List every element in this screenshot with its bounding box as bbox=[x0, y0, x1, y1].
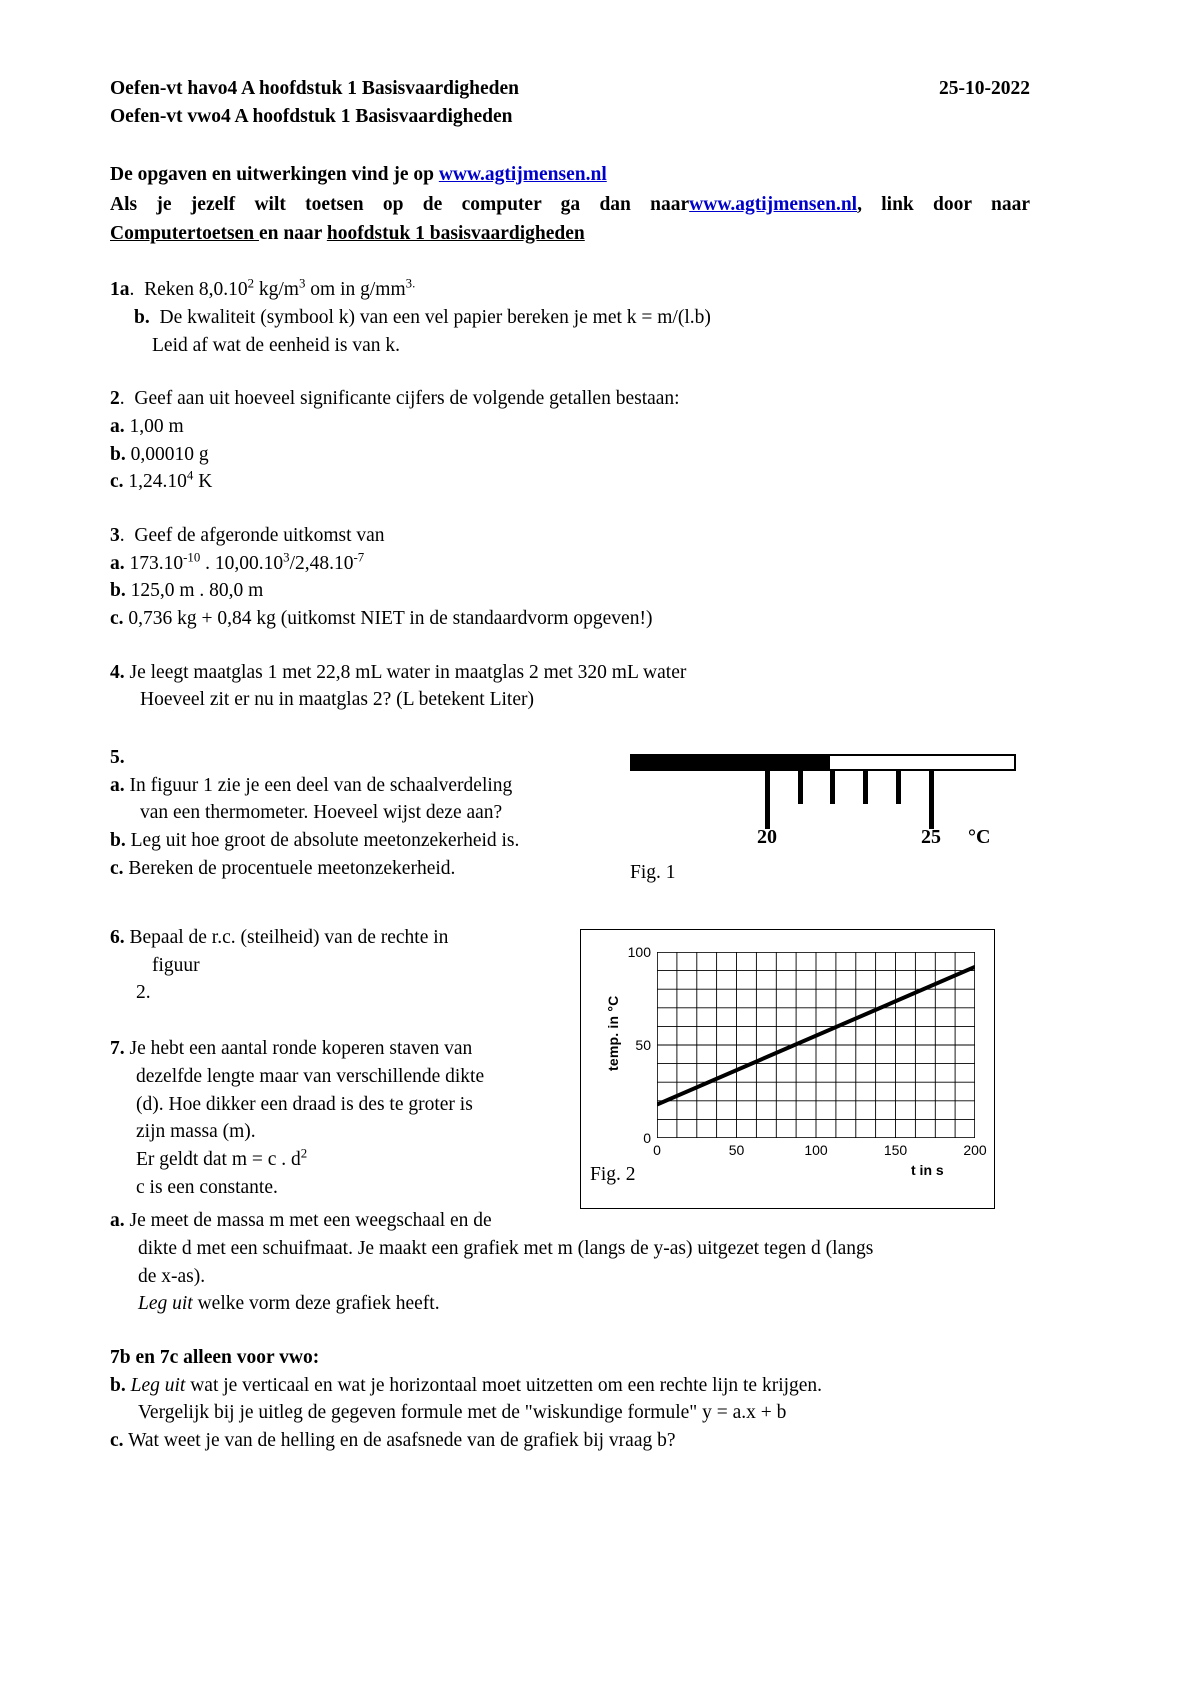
figure-1-thermometer bbox=[630, 744, 1030, 849]
header-title-havo: Oefen-vt havo4 A hoofdstuk 1 Basisvaardigheden bbox=[110, 78, 520, 99]
vwo-section bbox=[110, 1344, 1030, 1455]
question-2c-label: c. bbox=[110, 471, 124, 493]
sup-neg10: -10 bbox=[183, 550, 201, 565]
sup-d2: 2 bbox=[300, 1146, 308, 1161]
question-1a-number: 1a bbox=[110, 279, 130, 301]
question-7b-italic: Leg uit bbox=[130, 1374, 186, 1396]
question-2a-label: a. bbox=[110, 415, 125, 437]
question-7c-label: c. bbox=[110, 1430, 124, 1452]
question-6-line3: 2. bbox=[136, 982, 151, 1004]
computertoetsen-label: Computertoetsen bbox=[110, 222, 259, 244]
intro-line-2 bbox=[110, 190, 1030, 219]
question-7a-line2: dikte d met een schuifmaat. Je maakt een grafiek met m (langs de y-as) uitgezet tegen d (langs bbox=[138, 1237, 874, 1259]
question-1a bbox=[110, 276, 1030, 304]
question-3-stem: 3. Geef de afgeronde uitkomst van bbox=[110, 524, 385, 546]
question-5-with-figure bbox=[110, 744, 1030, 884]
agtijmensen-link-1[interactable]: www.agtijmensen.nl bbox=[438, 164, 607, 186]
question-7 bbox=[110, 1035, 580, 1201]
agtijmensen-link-2[interactable]: www.agtijmensen.nl bbox=[689, 193, 858, 215]
question-4-number: 4. bbox=[110, 661, 125, 683]
question-6-line2: figuur bbox=[152, 954, 200, 976]
y-tick-50: 50 bbox=[635, 1037, 651, 1054]
question-5 bbox=[110, 744, 630, 882]
intro-line-1 bbox=[110, 160, 1030, 189]
thermometer-mercury-fill bbox=[630, 754, 830, 771]
vwo-heading: 7b en 7c alleen voor vwo: bbox=[110, 1347, 320, 1368]
question-2a-text: 1,00 m bbox=[129, 415, 184, 437]
y-tick-100: 100 bbox=[627, 944, 651, 961]
intro-block bbox=[110, 160, 1030, 248]
question-2c bbox=[110, 468, 1030, 496]
question-7a bbox=[110, 1207, 1030, 1318]
y-axis-ticks bbox=[617, 944, 651, 1147]
x-tick-50: 50 bbox=[728, 1142, 745, 1159]
sup-3b: 3. bbox=[405, 276, 416, 291]
question-6-number: 6. bbox=[110, 927, 125, 949]
x-tick-0: 0 bbox=[653, 1142, 661, 1159]
question-3 bbox=[110, 522, 1030, 633]
y-tick-0: 0 bbox=[643, 1130, 651, 1147]
question-3a bbox=[110, 550, 1030, 578]
y-axis-label: temp. in °C bbox=[605, 995, 621, 1071]
question-5a bbox=[110, 772, 630, 800]
question-4 bbox=[110, 659, 1030, 714]
plot-svg bbox=[657, 952, 975, 1138]
question-4-text-1: Je leegt maatglas 1 met 22,8 mL water in maatglas 2 met 320 mL water bbox=[129, 661, 687, 683]
sup-neg7: -7 bbox=[353, 550, 365, 565]
question-1 bbox=[110, 276, 1030, 359]
question-2 bbox=[110, 385, 1030, 496]
question-3a-label: a. bbox=[110, 552, 125, 574]
question-3c-label: c. bbox=[110, 608, 124, 629]
leg-uit-italic: Leg uit bbox=[138, 1293, 193, 1315]
question-2-text: Geef aan uit hoeveel significante cijfers de volgende getallen bestaan: bbox=[134, 388, 680, 410]
thermometer-unit-celsius: °C bbox=[968, 826, 991, 849]
question-1b-text: De kwaliteit (symbool k) van een vel papier bereken je met k = m/(l.b) bbox=[159, 306, 711, 328]
thermometer-scale bbox=[630, 744, 1020, 849]
question-5-number: 5. bbox=[110, 747, 125, 769]
question-5a-line2: van een thermometer. Hoeveel wijst deze aan? bbox=[140, 802, 503, 824]
question-2b bbox=[110, 441, 1030, 469]
question-2-number: 2 bbox=[110, 388, 120, 410]
thermometer-tick-minor-24 bbox=[896, 771, 901, 804]
question-6 bbox=[110, 924, 580, 1007]
figure-2-caption: Fig. 2 bbox=[590, 1164, 636, 1186]
question-6-line1 bbox=[110, 924, 580, 952]
question-7a-text-1: Je meet de massa m met een weegschaal en de bbox=[129, 1210, 492, 1232]
question-7b-line2: Vergelijk bij je uitleg de gegeven formule met de "wiskundige formule" y = a.x + b bbox=[138, 1402, 787, 1424]
question-3-text: Geef de afgeronde uitkomst van bbox=[134, 524, 385, 546]
question-7-line3: (d). Hoe dikker een draad is des te groter is bbox=[136, 1093, 473, 1115]
question-1b-label: b. bbox=[134, 306, 150, 328]
x-tick-150: 150 bbox=[883, 1142, 908, 1159]
question-1b-line2: Leid af wat de eenheid is van k. bbox=[152, 334, 400, 356]
sup-4: 4 bbox=[186, 468, 194, 483]
question-3b bbox=[110, 577, 1030, 605]
question-3-number: 3 bbox=[110, 524, 120, 546]
figure-1-caption: Fig. 1 bbox=[630, 862, 676, 884]
intro-line-3-connector: en naar bbox=[258, 222, 327, 244]
question-5c bbox=[110, 855, 630, 883]
thermometer-tick-minor-22 bbox=[830, 771, 835, 804]
question-1a-dot: . bbox=[129, 279, 135, 301]
question-7-text-1: Je hebt een aantal ronde koperen staven van bbox=[129, 1038, 473, 1060]
intro-line-3 bbox=[110, 219, 1030, 248]
question-7b-text: wat je verticaal en wat je horizontaal moet uitzetten om een rechte lijn te krijgen. bbox=[185, 1374, 823, 1396]
question-3b-text: 125,0 m . 80,0 m bbox=[130, 580, 264, 602]
document-header bbox=[110, 75, 1030, 103]
x-axis-label: t in s bbox=[911, 1162, 944, 1179]
question-7-line5: Er geldt dat m = c . $d^2$ bbox=[136, 1146, 308, 1170]
question-3b-label: b. bbox=[110, 580, 126, 602]
sup-2: 2 bbox=[247, 276, 255, 291]
question-6-text: Bepaal de r.c. (steilheid) van de rechte in bbox=[129, 927, 449, 949]
x-tick-200: 200 bbox=[963, 1142, 987, 1159]
document-content bbox=[110, 75, 1030, 1455]
figure-2-graph bbox=[580, 929, 995, 1209]
plot-area bbox=[657, 952, 975, 1138]
thermometer-tick-major-25 bbox=[929, 771, 934, 829]
x-tick-100: 100 bbox=[804, 1142, 828, 1159]
question-4-line1 bbox=[110, 659, 1030, 687]
intro-line-2-suffix: , link door naar bbox=[857, 193, 1030, 215]
hoofdstuk1-label: hoofdstuk 1 basisvaardigheden bbox=[326, 222, 585, 244]
thermometer-tick-minor-21 bbox=[798, 771, 803, 804]
question-5b-label: b. bbox=[110, 830, 126, 852]
question-7-line4: zijn massa (m). bbox=[136, 1121, 256, 1143]
question-1b bbox=[110, 304, 1030, 332]
sup-3: 3 bbox=[298, 276, 306, 291]
question-5b bbox=[110, 827, 630, 855]
question-7-line1 bbox=[110, 1035, 580, 1063]
intro-line-2-text: Als je jezelf wilt toetsen op de computer ga dan naar bbox=[110, 193, 690, 215]
question-2b-text: 0,00010 g bbox=[130, 443, 209, 465]
question-7c-text: Wat weet je van de helling en de asafsnede van de grafiek bij vraag b? bbox=[128, 1430, 676, 1452]
question-2c-text: 1,24.10$^4$ K bbox=[128, 468, 213, 493]
intro-line-1-text: De opgaven en uitwerkingen vind je op bbox=[110, 164, 439, 186]
question-3c-text: 0,736 kg + 0,84 kg (uitkomst NIET in de standaardvorm opgeven!) bbox=[128, 608, 653, 629]
question-4-line2: Hoeveel zit er nu in maatglas 2? (L betekent Liter) bbox=[140, 689, 534, 711]
question-7-line6: c is een constante. bbox=[136, 1176, 278, 1198]
thermometer-tick-minor-23 bbox=[863, 771, 868, 804]
thermometer-label-20: 20 bbox=[757, 826, 777, 849]
question-7a-line4: Leg uit welke vorm deze grafiek heeft. bbox=[138, 1293, 440, 1315]
question-2b-label: b. bbox=[110, 443, 126, 465]
question-5c-label: c. bbox=[110, 857, 124, 879]
question-7a-line3: de x-as). bbox=[138, 1265, 206, 1287]
question-5b-text: Leg uit hoe groot de absolute meetonzekerheid is. bbox=[130, 830, 520, 852]
question-2a bbox=[110, 413, 1030, 441]
question-7-number: 7. bbox=[110, 1038, 125, 1060]
questions-6-7-with-figure bbox=[110, 924, 1030, 1201]
question-5a-label: a. bbox=[110, 774, 125, 796]
question-7b-label: b. bbox=[110, 1374, 126, 1396]
question-1a-text: Reken 8,0.10$^2$ $kg/m^3$ om in $g/mm^{3.}$ bbox=[144, 276, 416, 301]
question-5c-text: Bereken de procentuele meetonzekerheid. bbox=[128, 857, 456, 879]
thermometer-label-25: 25 bbox=[921, 826, 941, 849]
question-2-stem: 2. Geef aan uit hoeveel significante cijfers de volgende getallen bestaan: bbox=[110, 388, 680, 410]
question-5a-text-1: In figuur 1 zie je een deel van de schaalverdeling bbox=[129, 774, 513, 796]
question-3a-text: $173.10^{-10}$ . $10,00.10^3/2,48.10^{-7}$ bbox=[129, 550, 365, 574]
questions-6-7-text bbox=[110, 924, 580, 1201]
question-3c bbox=[110, 605, 1030, 633]
thermometer-tick-major-20 bbox=[765, 771, 770, 829]
question-7c bbox=[110, 1427, 1030, 1455]
question-7-line2: dezelfde lengte maar van verschillende dikte bbox=[136, 1065, 485, 1087]
sup-3c: 3 bbox=[283, 550, 290, 565]
header-date: 25-10-2022 bbox=[939, 78, 1030, 99]
header-title-vwo: Oefen-vt vwo4 A hoofdstuk 1 Basisvaardigheden bbox=[110, 105, 513, 127]
question-7a-line1 bbox=[110, 1207, 1030, 1235]
question-7a-label: a. bbox=[110, 1210, 125, 1232]
question-7b bbox=[110, 1372, 1030, 1400]
